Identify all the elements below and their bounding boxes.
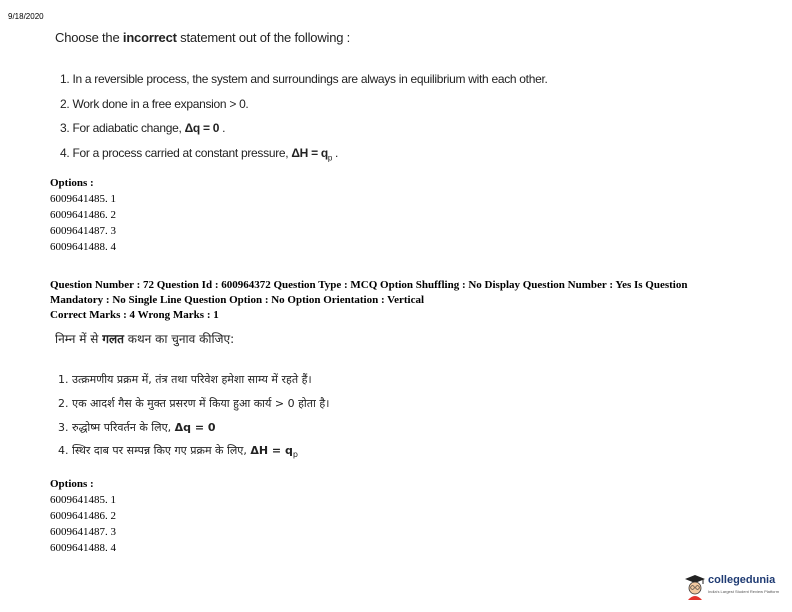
option-2-4: 6009641488. 4 <box>50 542 116 554</box>
statement-en-3-math: Δq = 0 <box>184 121 220 135</box>
statement-hi-4-math: ΔH = q <box>250 444 293 457</box>
mascot-icon <box>684 574 706 600</box>
statement-en-4-sub: p <box>327 153 333 163</box>
statement-hi-3-text: 3. रुद्धोष्म परिवर्तन के लिए, <box>58 421 175 434</box>
question-heading-hi <box>55 330 234 347</box>
heading-pre: Choose the <box>55 30 123 45</box>
option-1-1: 6009641485. 1 <box>50 193 116 205</box>
statement-en-3-end: . <box>219 121 226 135</box>
options-title-1: Options : <box>50 177 94 189</box>
option-2-2: 6009641486. 2 <box>50 510 116 522</box>
logo-tagline: India's Largest Student Review Platform <box>708 589 780 594</box>
heading-hi-post: कथन का चुनाव कीजिए: <box>123 332 235 346</box>
heading-hi-bold: गलत <box>102 332 124 346</box>
option-1-2: 6009641486. 2 <box>50 209 116 221</box>
statement-hi-1: 1. उत्क्रमणीय प्रक्रम में, तंत्र तथा परिवेश हमेशा साम्य में रहते हैं। <box>58 373 312 386</box>
statement-hi-4-text: 4. स्थिर दाब पर सम्पन्न किए गए प्रक्रम के लिए, <box>58 444 251 457</box>
question-heading-en <box>55 30 350 45</box>
option-2-1: 6009641485. 1 <box>50 494 116 506</box>
heading-post: statement out of the following : <box>176 30 351 45</box>
statement-hi-4 <box>58 443 298 459</box>
option-1-4: 6009641488. 4 <box>50 241 116 253</box>
statement-hi-4-sub: p <box>292 450 298 460</box>
options-title-2: Options : <box>50 478 94 490</box>
statement-en-4-math: ΔH = q <box>291 146 328 160</box>
question-meta-line-3: Correct Marks : 4 Wrong Marks : 1 <box>50 309 219 321</box>
print-date: 9/18/2020 <box>8 12 44 21</box>
statement-en-2: 2. Work done in a free expansion > 0. <box>60 97 249 111</box>
statement-hi-3 <box>58 420 216 435</box>
statement-en-1: 1. In a reversible process, the system and surroundings are always in equilibrium with each other. <box>60 72 548 86</box>
statement-hi-2: 2. एक आदर्श गैस के मुक्त प्रसरण में किया हुआ कार्य > 0 होता है। <box>58 397 330 410</box>
question-meta-line-1: Question Number : 72 Question Id : 600964372 Question Type : MCQ Option Shuffling : No Display Question Number : Yes Is Question <box>50 279 688 291</box>
statement-en-4-end: . <box>332 146 339 160</box>
statement-en-4-text: 4. For a process carried at constant pressure, <box>60 146 292 160</box>
collegedunia-logo <box>684 572 784 602</box>
statement-en-3 <box>60 121 225 135</box>
question-meta <box>50 278 760 323</box>
statement-hi-3-math: Δq = 0 <box>174 421 216 434</box>
heading-bold: incorrect <box>122 30 177 45</box>
option-1-3: 6009641487. 3 <box>50 225 116 237</box>
logo-name: collegedunia <box>708 574 776 586</box>
option-2-3: 6009641487. 3 <box>50 526 116 538</box>
statement-en-3-text: 3. For adiabatic change, <box>60 121 185 135</box>
question-meta-line-2: Mandatory : No Single Line Question Option : No Option Orientation : Vertical <box>50 294 425 306</box>
heading-hi-pre: निम्न में से <box>55 332 103 346</box>
statement-en-4 <box>60 146 338 162</box>
